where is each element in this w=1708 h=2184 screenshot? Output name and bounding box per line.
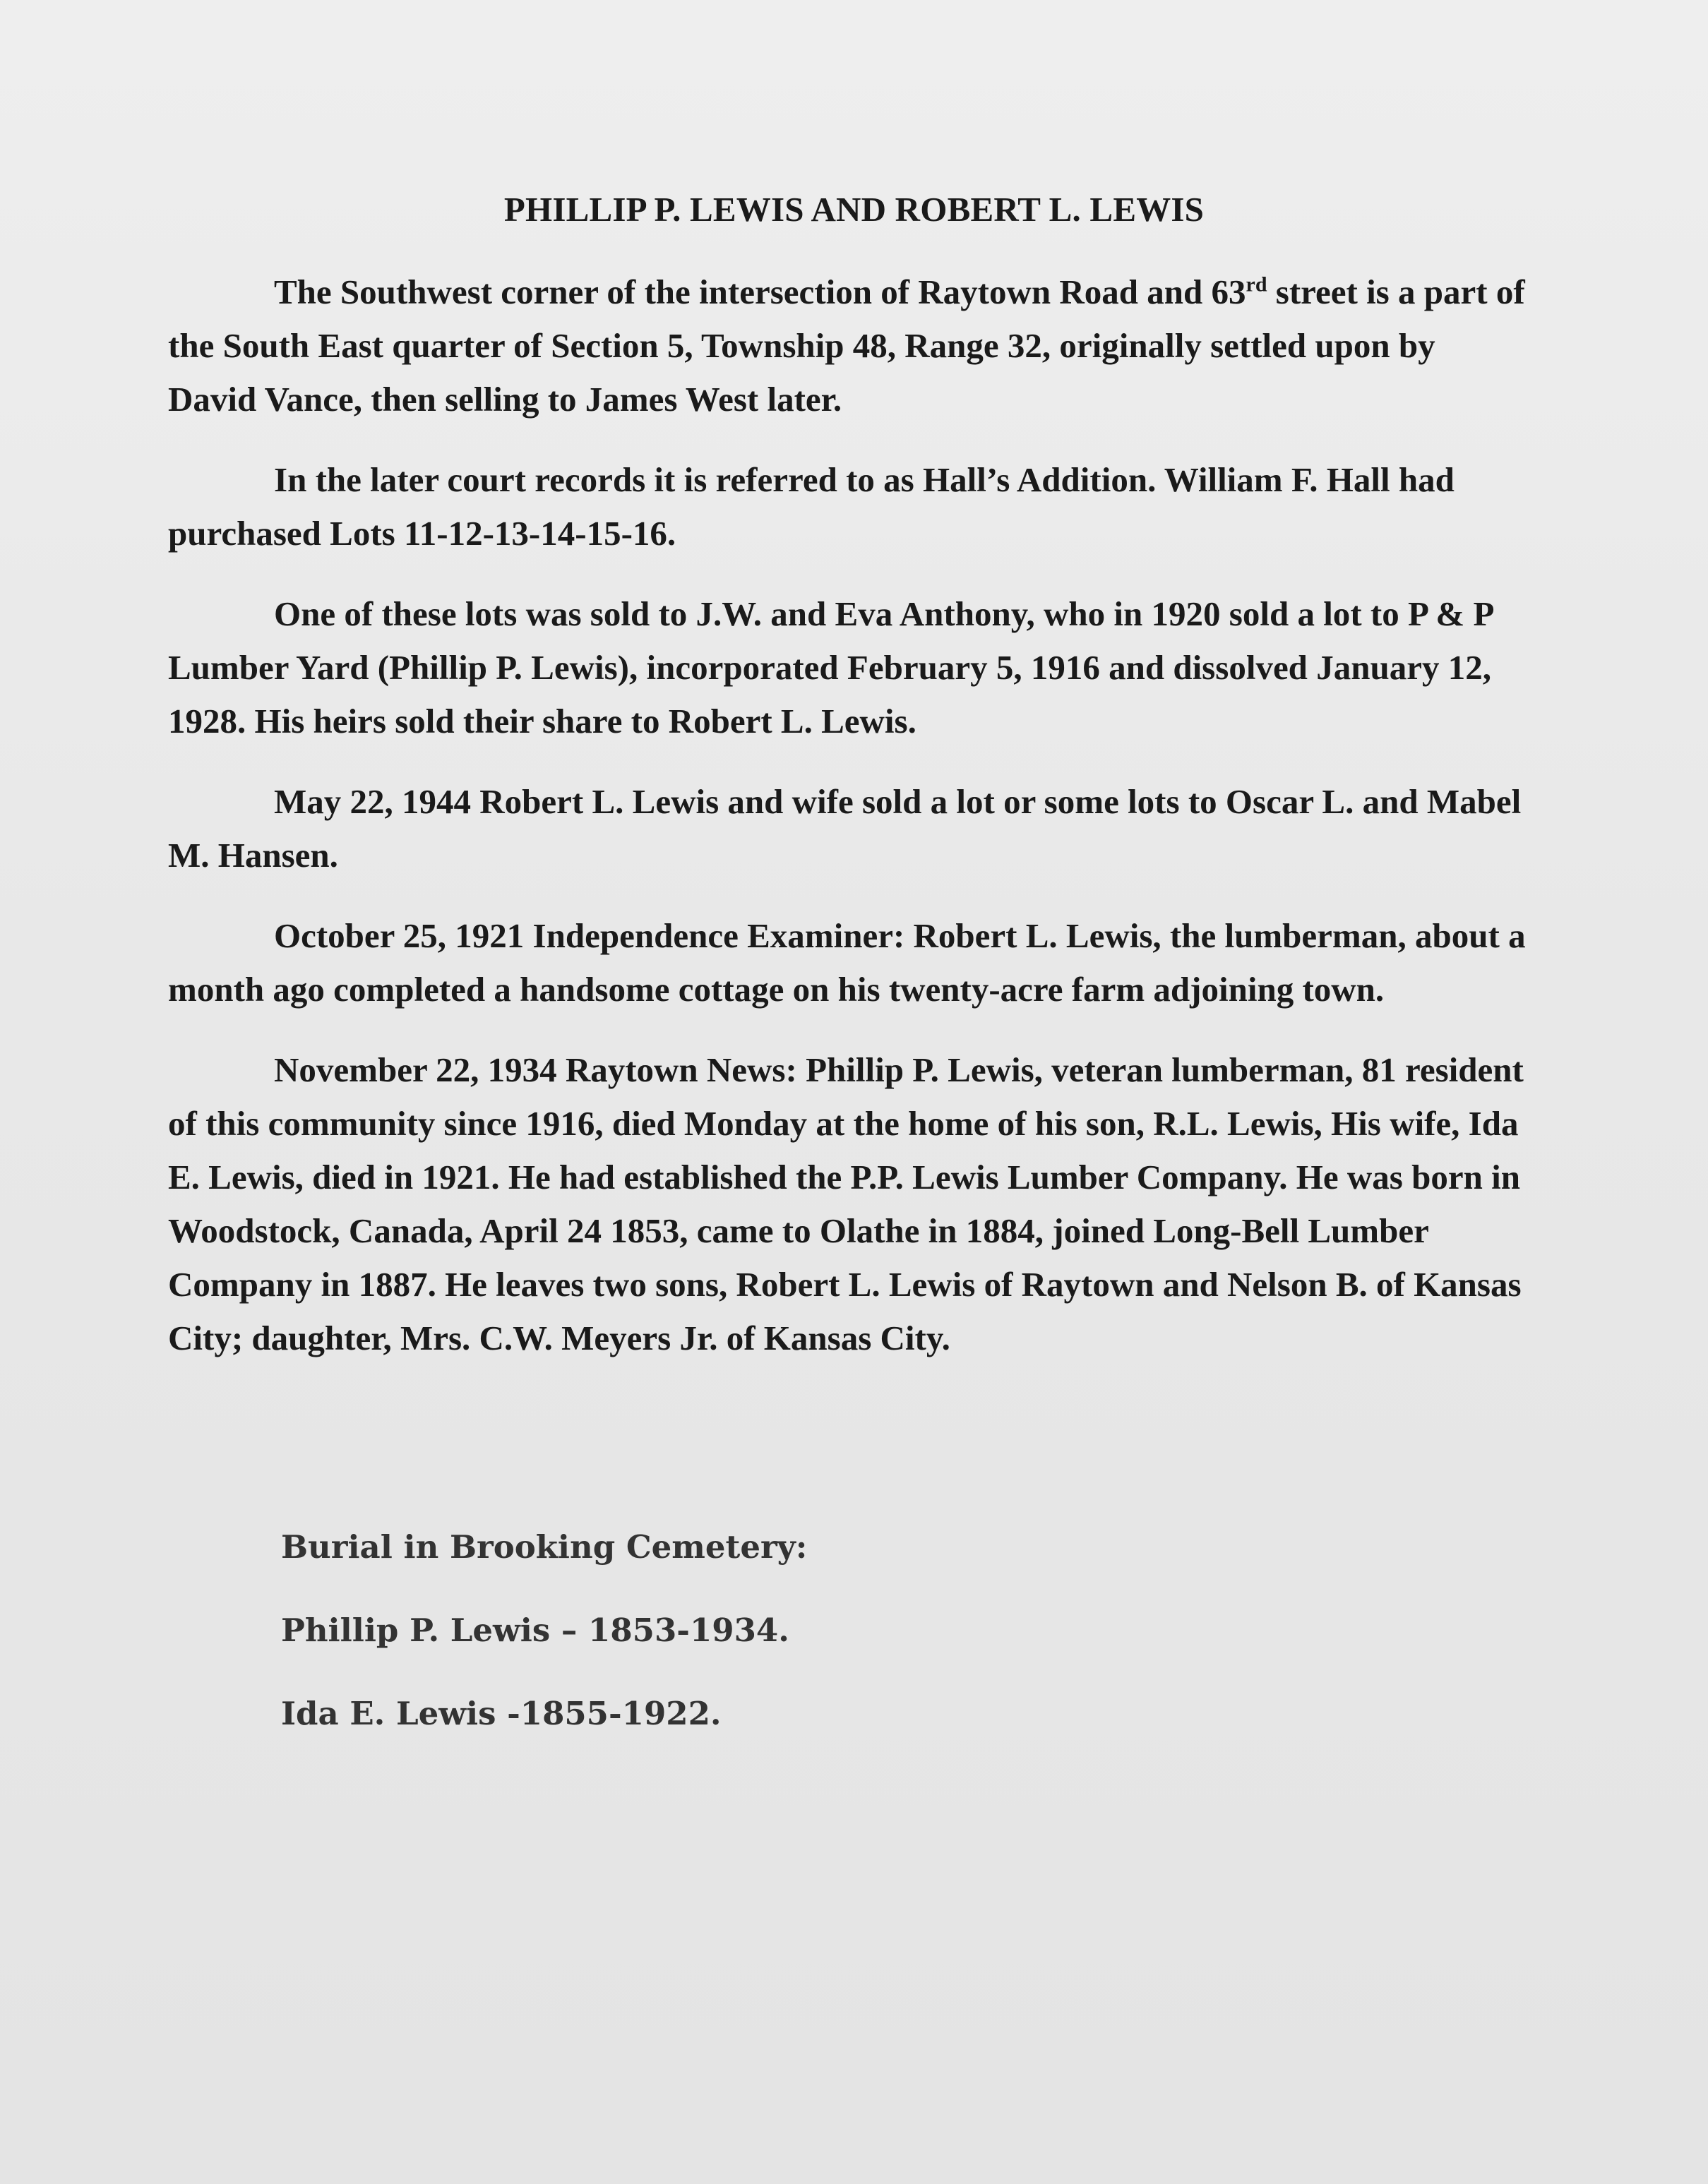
burial-entry-block-1 xyxy=(281,1609,1270,1652)
paragraph-hansen-sale: May 22, 1944 Robert L. Lewis and wife sold a lot or some lots to Oscar L. and Mabel M. Hansen. xyxy=(168,782,1522,875)
burial-entry: Phillip P. Lewis – 1853-1934. xyxy=(281,1612,789,1649)
paragraph-location xyxy=(168,265,1527,426)
document-title: PHILLIP P. LEWIS AND ROBERT L. LEWIS xyxy=(503,190,1205,229)
document-body xyxy=(168,265,1527,1392)
paragraph-lumber-yard: One of these lots was sold to J.W. and Eva Anthony, who in 1920 sold a lot to P & P Lumber Yard (Phillip P. Lewis), incorporated February 5, 1916 and dissolved January 12, 1928. His heirs sold their share to Robert L. Lewis. xyxy=(168,594,1493,740)
paragraph-examiner-1921: October 25, 1921 Independence Examiner: Robert L. Lewis, the lumberman, about a month ago completed a handsome cottage on his twenty-acre farm adjoining town. xyxy=(168,916,1526,1009)
ordinal-superscript: rd xyxy=(1246,272,1267,296)
paragraph-location-text-end: street is a part of the South East quarter of Section 5, Township 48, Range 32, originally settled upon by David Vance, then selling to James West later. xyxy=(168,272,1525,419)
burial-heading-block xyxy=(281,1526,1270,1568)
paragraph-raytown-news-1934: November 22, 1934 Raytown News: Phillip P. Lewis, veteran lumberman, 81 resident of this community since 1916, died Monday at the home of his son, R.L. Lewis, His wife, Ida E. Lewis, died in 1921. He had established the P.P. Lewis Lumber Company. He was born in Woodstock, Canada, April 24 1853, came to Olathe in 1884, joined Long-Bell Lumber Company in 1887. He leaves two sons, Robert L. Lewis of Raytown and Nelson B. of Kansas City; daughter, Mrs. C.W. Meyers Jr. of Kansas City. xyxy=(168,1050,1524,1357)
burial-entry-block-2 xyxy=(281,1693,1270,1735)
paragraph-halls-addition: In the later court records it is referred to as Hall’s Addition. William F. Hall had purchased Lots 11-12-13-14-15-16. xyxy=(168,460,1455,553)
paragraph-location-text-start: The Southwest corner of the intersection of Raytown Road and 63 xyxy=(274,272,1246,311)
burial-heading: Burial in Brooking Cemetery: xyxy=(281,1528,808,1566)
burial-entry: Ida E. Lewis -1855-1922. xyxy=(281,1695,722,1732)
